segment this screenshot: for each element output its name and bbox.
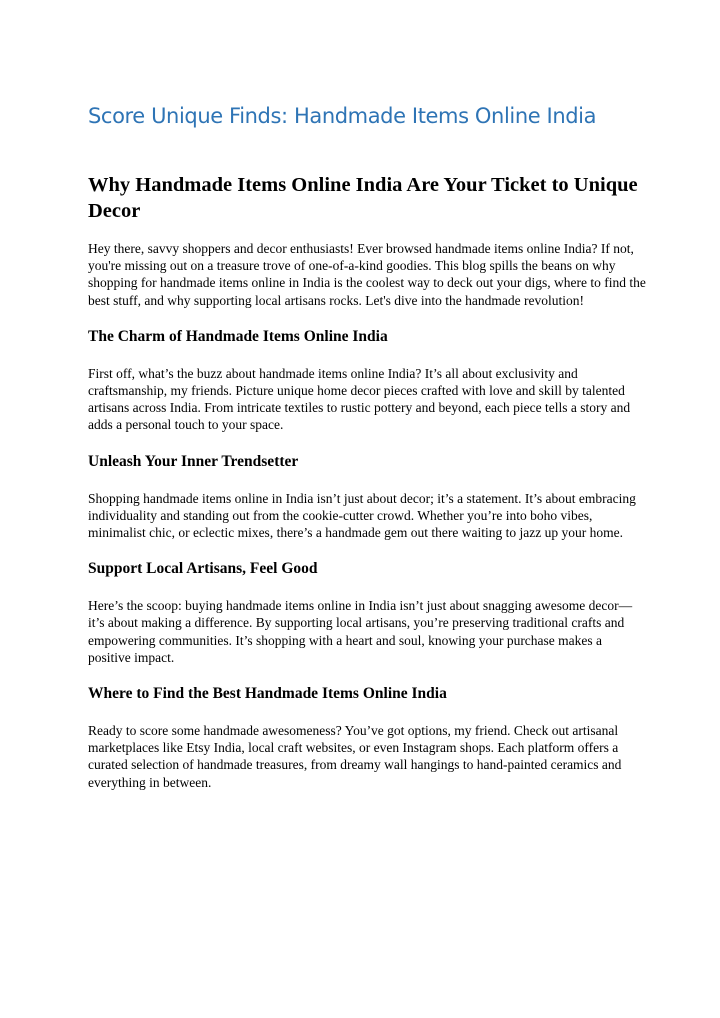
section-body-trendsetter: Shopping handmade items online in India isn’t just about decor; it’s a statement. It’s about embracing individuality and standing out from the cookie-cutter crowd. Whether you’re into boho vibes, minimalist chic, or eclectic mixes, there’s a handmade gem out there waiting to jazz up your home.: [88, 490, 636, 541]
section-heading-where-to-find: Where to Find the Best Handmade Items Online India: [88, 685, 447, 703]
section-body-artisans: Here’s the scoop: buying handmade items online in India isn’t just about snagging awesome decor—it’s about making a difference. By supporting local artisans, you’re preserving traditional crafts and empowering communities. It’s shopping with a heart and soul, knowing your purchase makes a positive impact.: [88, 598, 633, 665]
section-heading-artisans: Support Local Artisans, Feel Good: [88, 560, 318, 578]
section-body-where-to-find: Ready to score some handmade awesomeness? You’ve got options, my friend. Check out artisanal marketplaces like Etsy India, local craft websites, or even Instagram shops. Each platform offers a curated selection of handmade treasures, from dreamy wall hangings to hand-painted ceramics and everything in between.: [88, 723, 622, 790]
section-heading-charm: The Charm of Handmade Items Online India: [88, 327, 388, 345]
section-heading-trendsetter: Unleash Your Inner Trendsetter: [88, 452, 299, 470]
document-title: Score Unique Finds: Handmade Items Online India: [88, 104, 597, 128]
section-body-charm: First off, what’s the buzz about handmade items online India? It’s all about exclusivity and craftsmanship, my friends. Picture unique home decor pieces crafted with love and skill by talented artisans across India. From intricate textiles to rustic pottery and beyond, each piece tells a story and adds a personal touch to your space.: [88, 365, 631, 433]
document-body: [88, 172, 648, 809]
intro-paragraph: Hey there, savvy shoppers and decor enthusiasts! Ever browsed handmade items online India? If not, you're missing out on a treasure trove of one-of-a-kind goodies. This blog spills the beans on why shopping for handmade items online in India is the coolest way to deck out your digs, where to find the best stuff, and why supporting local artisans rocks. Let's dive into the handmade revolution!: [88, 241, 646, 308]
main-heading: Why Handmade Items Online India Are Your Ticket to Unique Decor: [88, 174, 638, 222]
